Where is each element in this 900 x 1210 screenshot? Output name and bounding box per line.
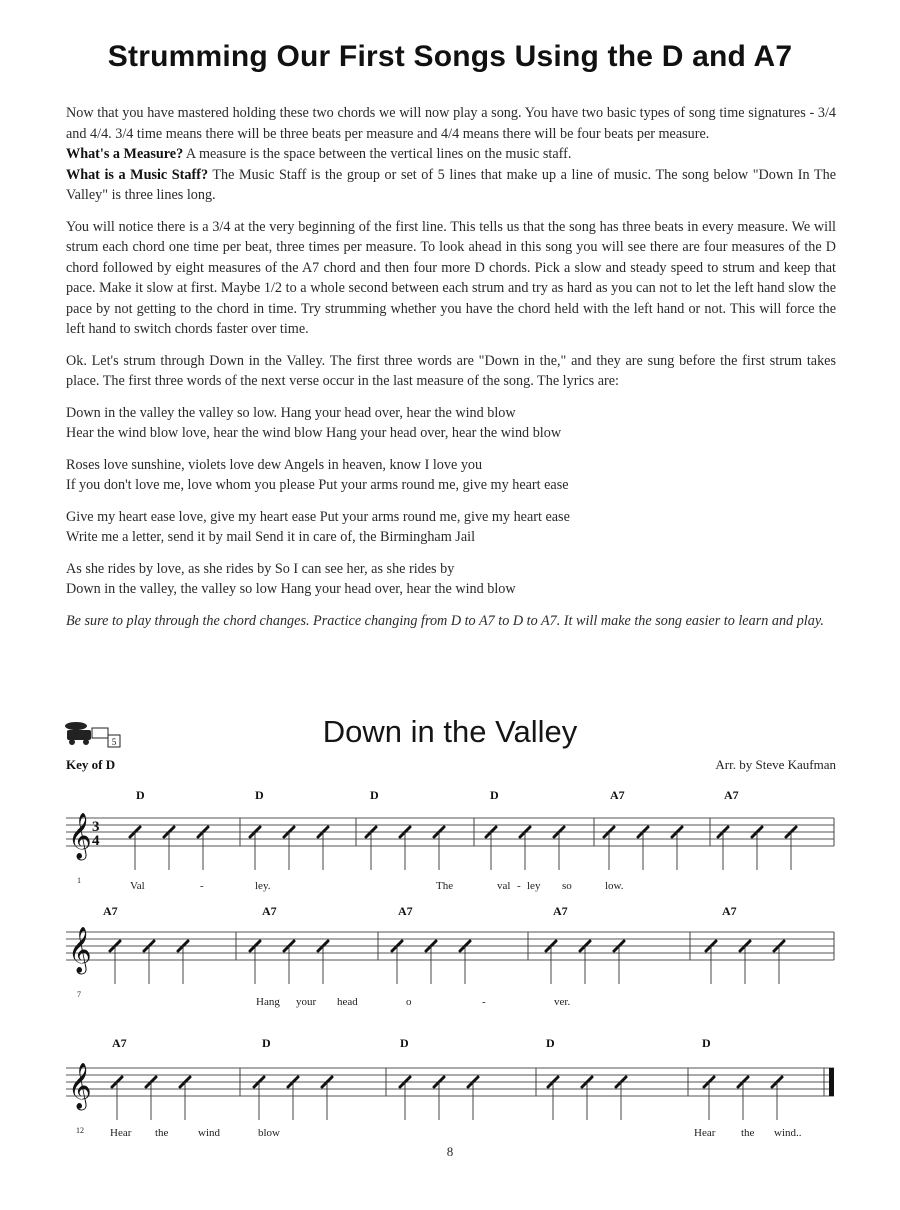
chord-symbol: D	[546, 1036, 555, 1050]
measure-answer: A measure is the space between the vertical lines on the music staff.	[183, 146, 572, 162]
strum-through-paragraph: Ok. Let's strum through Down in the Valley. The first three words are "Down in the," and they are sung before the first strum takes place. The first three words of the next verse occur in the last measure of the song. The lyrics are:	[66, 352, 836, 389]
song-lyric: wind..	[774, 1127, 802, 1139]
time-signature-bottom: 4	[92, 833, 100, 849]
song-lyric: -	[482, 996, 486, 1008]
song-lyric: low.	[605, 880, 624, 892]
lyric-line: Roses love sunshine, violets love dew Angels in heaven, know I love you	[66, 456, 483, 473]
staff-system-3	[66, 1036, 834, 1139]
song-key: Key of D	[66, 757, 116, 772]
page-title: Strumming Our First Songs Using the D and A7	[107, 40, 793, 73]
song-lyric: ley.	[255, 880, 271, 892]
lyric-line: Down in the valley the valley so low. Hang your head over, hear the wind blow	[66, 404, 516, 421]
lyric-line: Down in the valley, the valley so low Hang your head over, hear the wind blow	[66, 581, 516, 597]
measure-number: 7	[77, 990, 81, 999]
lyric-line: Hear the wind blow love, hear the wind blow Hang your head over, hear the wind blow	[66, 425, 562, 441]
song-lyric: The	[436, 880, 454, 892]
treble-clef-icon: 𝄞	[68, 813, 92, 859]
song-lyric: the	[155, 1127, 169, 1139]
chord-symbol: D	[255, 788, 264, 802]
lyric-line: Give my heart ease love, give my heart ease Put your arms round me, give my heart ease	[66, 508, 570, 525]
stems	[135, 832, 791, 870]
stems	[115, 946, 779, 984]
song-lyric: Hang	[256, 996, 280, 1008]
song-lyric: blow	[258, 1127, 280, 1139]
song-title: Down in the Valley	[322, 714, 578, 749]
treble-clef-icon: 𝄞	[68, 927, 92, 973]
staff-answer: The Music Staff is the group or set of 5 lines that make up a line of music. The song below "Down In The Valley" is three lines long.	[66, 166, 836, 203]
song-lyric: Hear	[694, 1127, 716, 1139]
chord-symbol: A7	[262, 904, 277, 918]
song-lyric: Val	[130, 880, 145, 892]
chord-symbol: A7	[103, 904, 118, 918]
treble-clef-icon: 𝄞	[68, 1063, 92, 1109]
lyric-line: If you don't love me, love whom you please Put your arms round me, give my heart ease	[66, 477, 569, 493]
song-lyric: wind	[198, 1127, 220, 1139]
chord-symbol: A7	[112, 1036, 127, 1050]
chord-symbol: D	[136, 788, 145, 802]
chord-symbol: A7	[398, 904, 413, 918]
chord-symbol: D	[400, 1036, 409, 1050]
arranger: Arr. by Steve Kaufman	[715, 757, 836, 772]
song-lyric: ver.	[554, 996, 571, 1008]
song-lyric: ley	[527, 880, 541, 892]
staff-system-2	[66, 904, 834, 1008]
lyric-line: As she rides by love, as she rides by So I can see her, as she rides by	[66, 560, 455, 577]
chord-symbol: A7	[722, 904, 737, 918]
song-lyric: val	[497, 880, 511, 892]
track-number: 5	[111, 737, 117, 747]
chord-symbol: A7	[724, 788, 739, 802]
stems	[117, 1082, 777, 1120]
chord-symbol: D	[370, 788, 379, 802]
measure-number: 1	[77, 876, 81, 885]
song-lyric: the	[741, 1127, 755, 1139]
intro-paragraph: Now that you have mastered holding these two chords we will now play a song. You have two basic types of song time signatures - 3/4 and 4/4. 3/4 time means there will be three beats per measure and 4/4 means there will be four beats per measure.	[66, 105, 836, 142]
staff-lines	[66, 1068, 834, 1096]
measure-number: 12	[76, 1126, 84, 1135]
practice-note: Be sure to play through the chord changes. Practice changing from D to A7 to D to A7. It will make the song easier to learn and play.	[66, 612, 824, 629]
measure-question: What's a Measure?	[66, 146, 184, 162]
chord-symbol: A7	[553, 904, 568, 918]
final-barline	[829, 1068, 834, 1096]
staff-system-1	[66, 788, 834, 892]
song-lyric: o	[406, 996, 412, 1008]
chord-symbol: D	[490, 788, 499, 802]
song-lyric: -	[517, 880, 521, 892]
chord-symbol: A7	[610, 788, 625, 802]
chord-symbol: D	[702, 1036, 711, 1050]
lyric-line: Write me a letter, send it by mail Send it in care of, the Birmingham Jail	[66, 529, 476, 545]
staff-lines	[66, 818, 834, 846]
page-number: 8	[446, 1144, 454, 1159]
song-lyric: so	[562, 880, 572, 892]
time-signature-paragraph: You will notice there is a 3/4 at the very beginning of the first line. This tells us that the song has three beats in every measure. We will strum each chord one time per beat, three times per measure. To look ahead in this song you will see there are four measures of the D chord followed by eight measures of the A7 chord and then four more D chords. Pick a slow and steady speed to strum and keep that pace. Make it slow at first. Maybe 1/2 to a whole second between each strum and try as hard as you can not to let the left hand slow the pace by not getting to the chord in time. Try strumming whether you have the chord held with the left hand or not. This will force the left hand to switch chords faster over time.	[66, 218, 836, 337]
staff-question: What is a Music Staff?	[66, 166, 209, 183]
song-lyric: -	[200, 880, 204, 892]
song-lyric: Hear	[110, 1127, 132, 1139]
song-lyric: head	[337, 996, 358, 1008]
song-lyric: your	[296, 996, 317, 1008]
time-signature-top: 3	[92, 819, 100, 835]
chord-symbol: D	[262, 1036, 271, 1050]
